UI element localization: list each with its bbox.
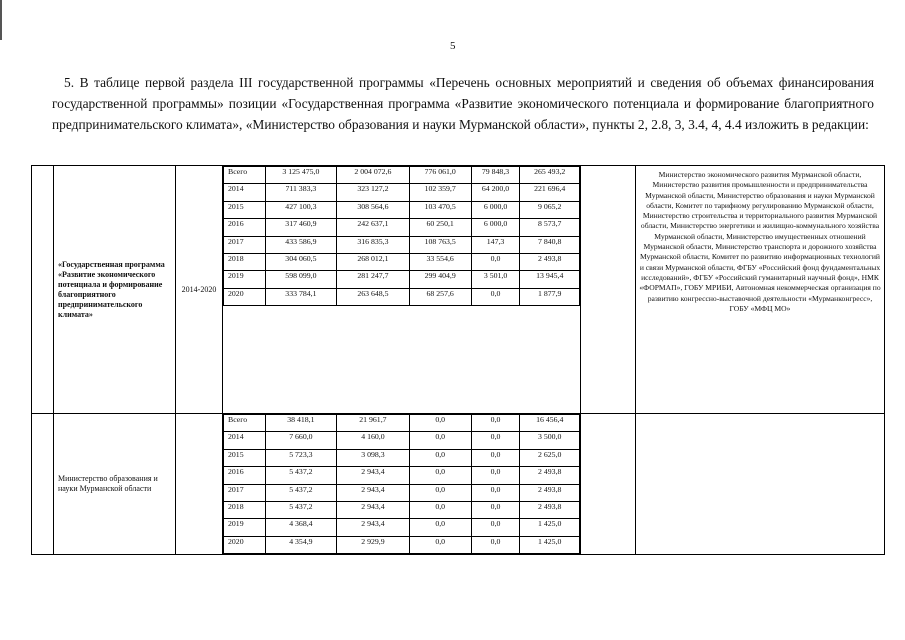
table-row [224, 501, 580, 518]
year-cell: 2019 [224, 271, 266, 288]
year-cell: 2017 [224, 484, 266, 501]
other-sources-cell: 2 493,8 [520, 467, 580, 484]
regional-budget-cell: 4 160,0 [337, 432, 410, 449]
federal-budget-cell: 0,0 [409, 484, 471, 501]
local-budget-cell: 0,0 [471, 501, 520, 518]
table-row [224, 288, 580, 305]
regional-budget-cell: 242 637,1 [337, 219, 410, 236]
program-block [32, 414, 885, 555]
year-cell: Всего [224, 167, 266, 184]
table-row [224, 271, 580, 288]
total-cell: 5 437,2 [265, 501, 336, 518]
regional-budget-cell: 316 835,3 [337, 236, 410, 253]
table-row [224, 236, 580, 253]
total-cell: 4 354,9 [265, 536, 336, 553]
year-cell: 2018 [224, 501, 266, 518]
year-cell: 2019 [224, 519, 266, 536]
regional-budget-cell: 3 098,3 [337, 449, 410, 466]
other-sources-cell: 2 493,8 [520, 253, 580, 270]
local-budget-cell: 0,0 [471, 449, 520, 466]
federal-budget-cell: 0,0 [409, 467, 471, 484]
local-budget-cell: 79 848,3 [471, 167, 520, 184]
regional-budget-cell: 2 004 072,6 [337, 167, 410, 184]
financing-table [223, 414, 580, 554]
table-row [224, 219, 580, 236]
table-row [224, 467, 580, 484]
regional-budget-cell: 2 943,4 [337, 467, 410, 484]
total-cell: 711 383,3 [265, 184, 336, 201]
financing-cell [223, 166, 581, 414]
federal-budget-cell: 0,0 [409, 501, 471, 518]
federal-budget-cell: 103 470,5 [409, 201, 471, 218]
table-row [224, 519, 580, 536]
year-cell: 2016 [224, 467, 266, 484]
year-cell: 2016 [224, 219, 266, 236]
federal-budget-cell: 299 404,9 [409, 271, 471, 288]
regional-budget-cell: 308 564,6 [337, 201, 410, 218]
other-sources-cell: 13 945,4 [520, 271, 580, 288]
other-sources-cell: 3 500,0 [520, 432, 580, 449]
other-sources-cell: 1 425,0 [520, 536, 580, 553]
empty-cell [581, 166, 636, 414]
local-budget-cell: 6 000,0 [471, 201, 520, 218]
responsible-executors: Министерство экономического развития Мурманской области, Министерство развития промышленности и предпринимательства Мурманской области, Министерство образования и науки Мурманской области, Комитет по тарифному регулированию Мурманской области, Министерство строительства и территориального развития Мурманской области, Министерство энергетики и жилищно-коммунального хозяйства Мурманской области, Министерство имущественных отношений Мурманской области, Министерство транспорта и дорожного хозяйства Мурманской области, Комитет по развитию информационных технологий и связи Мурманской области, ФГБУ «Российский фонд фундаментальных исследований», ФГБУ «Российский гуманитарный научный фонд», НМК «ФОРМАП», ГОБУ МРИБИ, Автономная некоммерческая организация по развитию конгрессно-выставочной деятельности «Мурманконгресс», ГОБУ «МФЦ МО» [636, 166, 885, 414]
local-budget-cell: 64 200,0 [471, 184, 520, 201]
table-row [224, 253, 580, 270]
year-cell: 2020 [224, 288, 266, 305]
table-row [224, 536, 580, 553]
total-cell: 427 100,3 [265, 201, 336, 218]
total-cell: 3 125 475,0 [265, 167, 336, 184]
other-sources-cell: 265 493,2 [520, 167, 580, 184]
year-cell: 2017 [224, 236, 266, 253]
funding-table [31, 165, 885, 555]
federal-budget-cell: 776 061,0 [409, 167, 471, 184]
federal-budget-cell: 68 257,6 [409, 288, 471, 305]
program-name: «Государственная программа «Развитие экономического потенциала и формирование благоприятного предпринимательского климата» [54, 166, 176, 414]
regional-budget-cell: 2 943,4 [337, 519, 410, 536]
total-cell: 598 099,0 [265, 271, 336, 288]
year-cell: 2015 [224, 201, 266, 218]
year-cell: 2015 [224, 449, 266, 466]
table-row [224, 432, 580, 449]
other-sources-cell: 9 065,2 [520, 201, 580, 218]
year-cell: Всего [224, 415, 266, 432]
other-sources-cell: 2 493,8 [520, 484, 580, 501]
total-cell: 433 586,9 [265, 236, 336, 253]
local-budget-cell: 0,0 [471, 519, 520, 536]
financing-cell [223, 414, 581, 555]
total-cell: 38 418,1 [265, 415, 336, 432]
federal-budget-cell: 108 763,5 [409, 236, 471, 253]
other-sources-cell: 7 840,8 [520, 236, 580, 253]
federal-budget-cell: 0,0 [409, 536, 471, 553]
total-cell: 4 368,4 [265, 519, 336, 536]
table-row [224, 484, 580, 501]
other-sources-cell: 221 696,4 [520, 184, 580, 201]
other-sources-cell: 8 573,7 [520, 219, 580, 236]
amendment-paragraph: 5. В таблице первой раздела III государственной программы «Перечень основных мероприятий и сведения об объемах финансирования государственной программы» позиции «Государственная программа «Развитие экономического потенциала и формирование благоприятного предпринимательского климата», «Министерство образования и науки Мурманской области», пункты 2, 2.8, 3, 3.4, 4, 4.4 изложить в редакции: [52, 75, 874, 132]
local-budget-cell: 3 501,0 [471, 271, 520, 288]
total-cell: 5 437,2 [265, 484, 336, 501]
table-row [224, 415, 580, 432]
local-budget-cell: 6 000,0 [471, 219, 520, 236]
empty-cell [581, 414, 636, 555]
total-cell: 333 784,1 [265, 288, 336, 305]
page-edge-mark [0, 0, 2, 40]
federal-budget-cell: 0,0 [409, 432, 471, 449]
regional-budget-cell: 2 943,4 [337, 501, 410, 518]
total-cell: 7 660,0 [265, 432, 336, 449]
table-row [224, 184, 580, 201]
regional-budget-cell: 21 961,7 [337, 415, 410, 432]
total-cell: 304 060,5 [265, 253, 336, 270]
table-row [224, 449, 580, 466]
federal-budget-cell: 0,0 [409, 415, 471, 432]
regional-budget-cell: 268 012,1 [337, 253, 410, 270]
regional-budget-cell: 323 127,2 [337, 184, 410, 201]
federal-budget-cell: 0,0 [409, 519, 471, 536]
program-block [32, 166, 885, 414]
federal-budget-cell: 60 250,1 [409, 219, 471, 236]
federal-budget-cell: 0,0 [409, 449, 471, 466]
local-budget-cell: 0,0 [471, 253, 520, 270]
regional-budget-cell: 263 648,5 [337, 288, 410, 305]
other-sources-cell: 1 425,0 [520, 519, 580, 536]
local-budget-cell: 0,0 [471, 484, 520, 501]
year-cell: 2018 [224, 253, 266, 270]
total-cell: 5 437,2 [265, 467, 336, 484]
number-cell [32, 414, 54, 555]
local-budget-cell: 0,0 [471, 288, 520, 305]
responsible-executors [636, 414, 885, 555]
local-budget-cell: 0,0 [471, 536, 520, 553]
other-sources-cell: 2 493,8 [520, 501, 580, 518]
year-cell: 2014 [224, 432, 266, 449]
total-cell: 5 723,3 [265, 449, 336, 466]
local-budget-cell: 0,0 [471, 432, 520, 449]
regional-budget-cell: 2 929,9 [337, 536, 410, 553]
page-number: 5 [450, 40, 456, 52]
table-row [224, 201, 580, 218]
federal-budget-cell: 33 554,6 [409, 253, 471, 270]
year-cell: 2020 [224, 536, 266, 553]
program-period [176, 414, 223, 555]
regional-budget-cell: 2 943,4 [337, 484, 410, 501]
regional-budget-cell: 281 247,7 [337, 271, 410, 288]
program-name: Министерство образования и науки Мурманской области [54, 414, 176, 555]
local-budget-cell: 147,3 [471, 236, 520, 253]
other-sources-cell: 2 625,0 [520, 449, 580, 466]
total-cell: 317 460,9 [265, 219, 336, 236]
other-sources-cell: 1 877,9 [520, 288, 580, 305]
other-sources-cell: 16 456,4 [520, 415, 580, 432]
local-budget-cell: 0,0 [471, 467, 520, 484]
table-row [224, 167, 580, 184]
local-budget-cell: 0,0 [471, 415, 520, 432]
federal-budget-cell: 102 359,7 [409, 184, 471, 201]
program-period: 2014-2020 [176, 166, 223, 414]
year-cell: 2014 [224, 184, 266, 201]
financing-table [223, 166, 580, 306]
number-cell [32, 166, 54, 414]
